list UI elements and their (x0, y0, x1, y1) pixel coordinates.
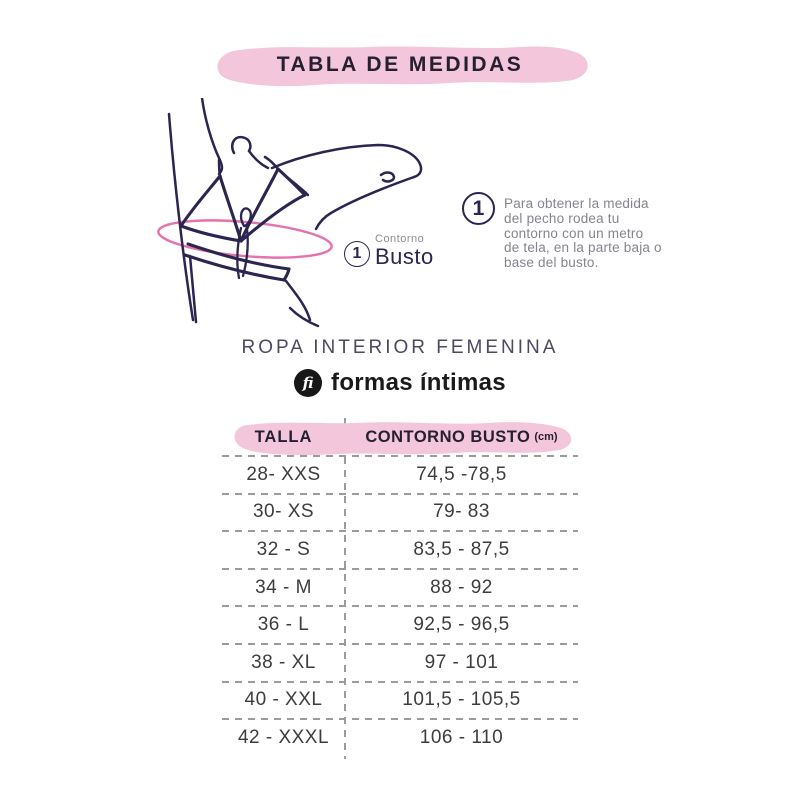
talla-cell: 36 - L (257, 614, 310, 636)
size-row (222, 456, 578, 494)
talla-cell: 30- XS (252, 501, 315, 523)
page-title: TABLA DE MEDIDAS (276, 53, 524, 76)
header-contorno (345, 418, 578, 456)
size-row (222, 606, 578, 644)
contorno-cell: 88 - 92 (430, 576, 493, 598)
contorno-cell: 83,5 - 87,5 (413, 538, 510, 560)
bust-label-big: Busto (375, 244, 434, 269)
talla-cell: 28- XXS (246, 463, 321, 485)
bust-label-texts (375, 233, 434, 270)
brand-icon: fi (294, 369, 322, 397)
size-row (222, 682, 578, 720)
talla-cell: 38 - XL (251, 651, 316, 673)
bra-lines (181, 157, 305, 280)
talla-cell: 40 - XXL (244, 689, 323, 711)
talla-cell: 42 - XXXL (237, 726, 330, 748)
contorno-cell: 97 - 101 (424, 651, 499, 673)
size-row (222, 531, 578, 569)
talla-cell: 32 - S (256, 538, 311, 560)
size-row (222, 569, 578, 607)
brand-name: formas íntimas (331, 369, 506, 396)
contorno-cell: 106 - 110 (419, 726, 504, 748)
contorno-cell: 101,5 - 105,5 (402, 689, 521, 711)
header-contorno-text: CONTORNO BUSTO (365, 427, 531, 446)
brand-lockup (0, 366, 800, 400)
size-table (222, 418, 578, 760)
contorno-cell: 74,5 -78,5 (416, 463, 507, 485)
header-talla: TALLA (254, 427, 313, 446)
bust-measure-illustration (138, 98, 460, 330)
bust-label-small: Contorno (375, 233, 425, 245)
contorno-cell: 79- 83 (433, 501, 490, 523)
header-unit: (cm) (534, 431, 558, 443)
title-banner (205, 42, 595, 88)
size-row (222, 719, 578, 757)
table-rows (222, 456, 578, 757)
bust-measure-label (344, 233, 434, 270)
size-row (222, 644, 578, 682)
measure-point-1-badge: 1 (344, 241, 370, 267)
size-row (222, 494, 578, 532)
step-1-instruction: Para obtener la medida del pecho rodea tu contorno con un metro de tela, en la parte baja o base del busto. (504, 196, 662, 271)
torso-drawing (138, 98, 460, 330)
talla-cell: 34 - M (255, 576, 312, 598)
step-1-badge: 1 (462, 192, 495, 225)
table-header (222, 418, 578, 456)
body-lines (169, 98, 421, 326)
contorno-cell: 92,5 - 96,5 (413, 614, 510, 636)
section-heading: ROPA INTERIOR FEMENINA (241, 337, 559, 358)
